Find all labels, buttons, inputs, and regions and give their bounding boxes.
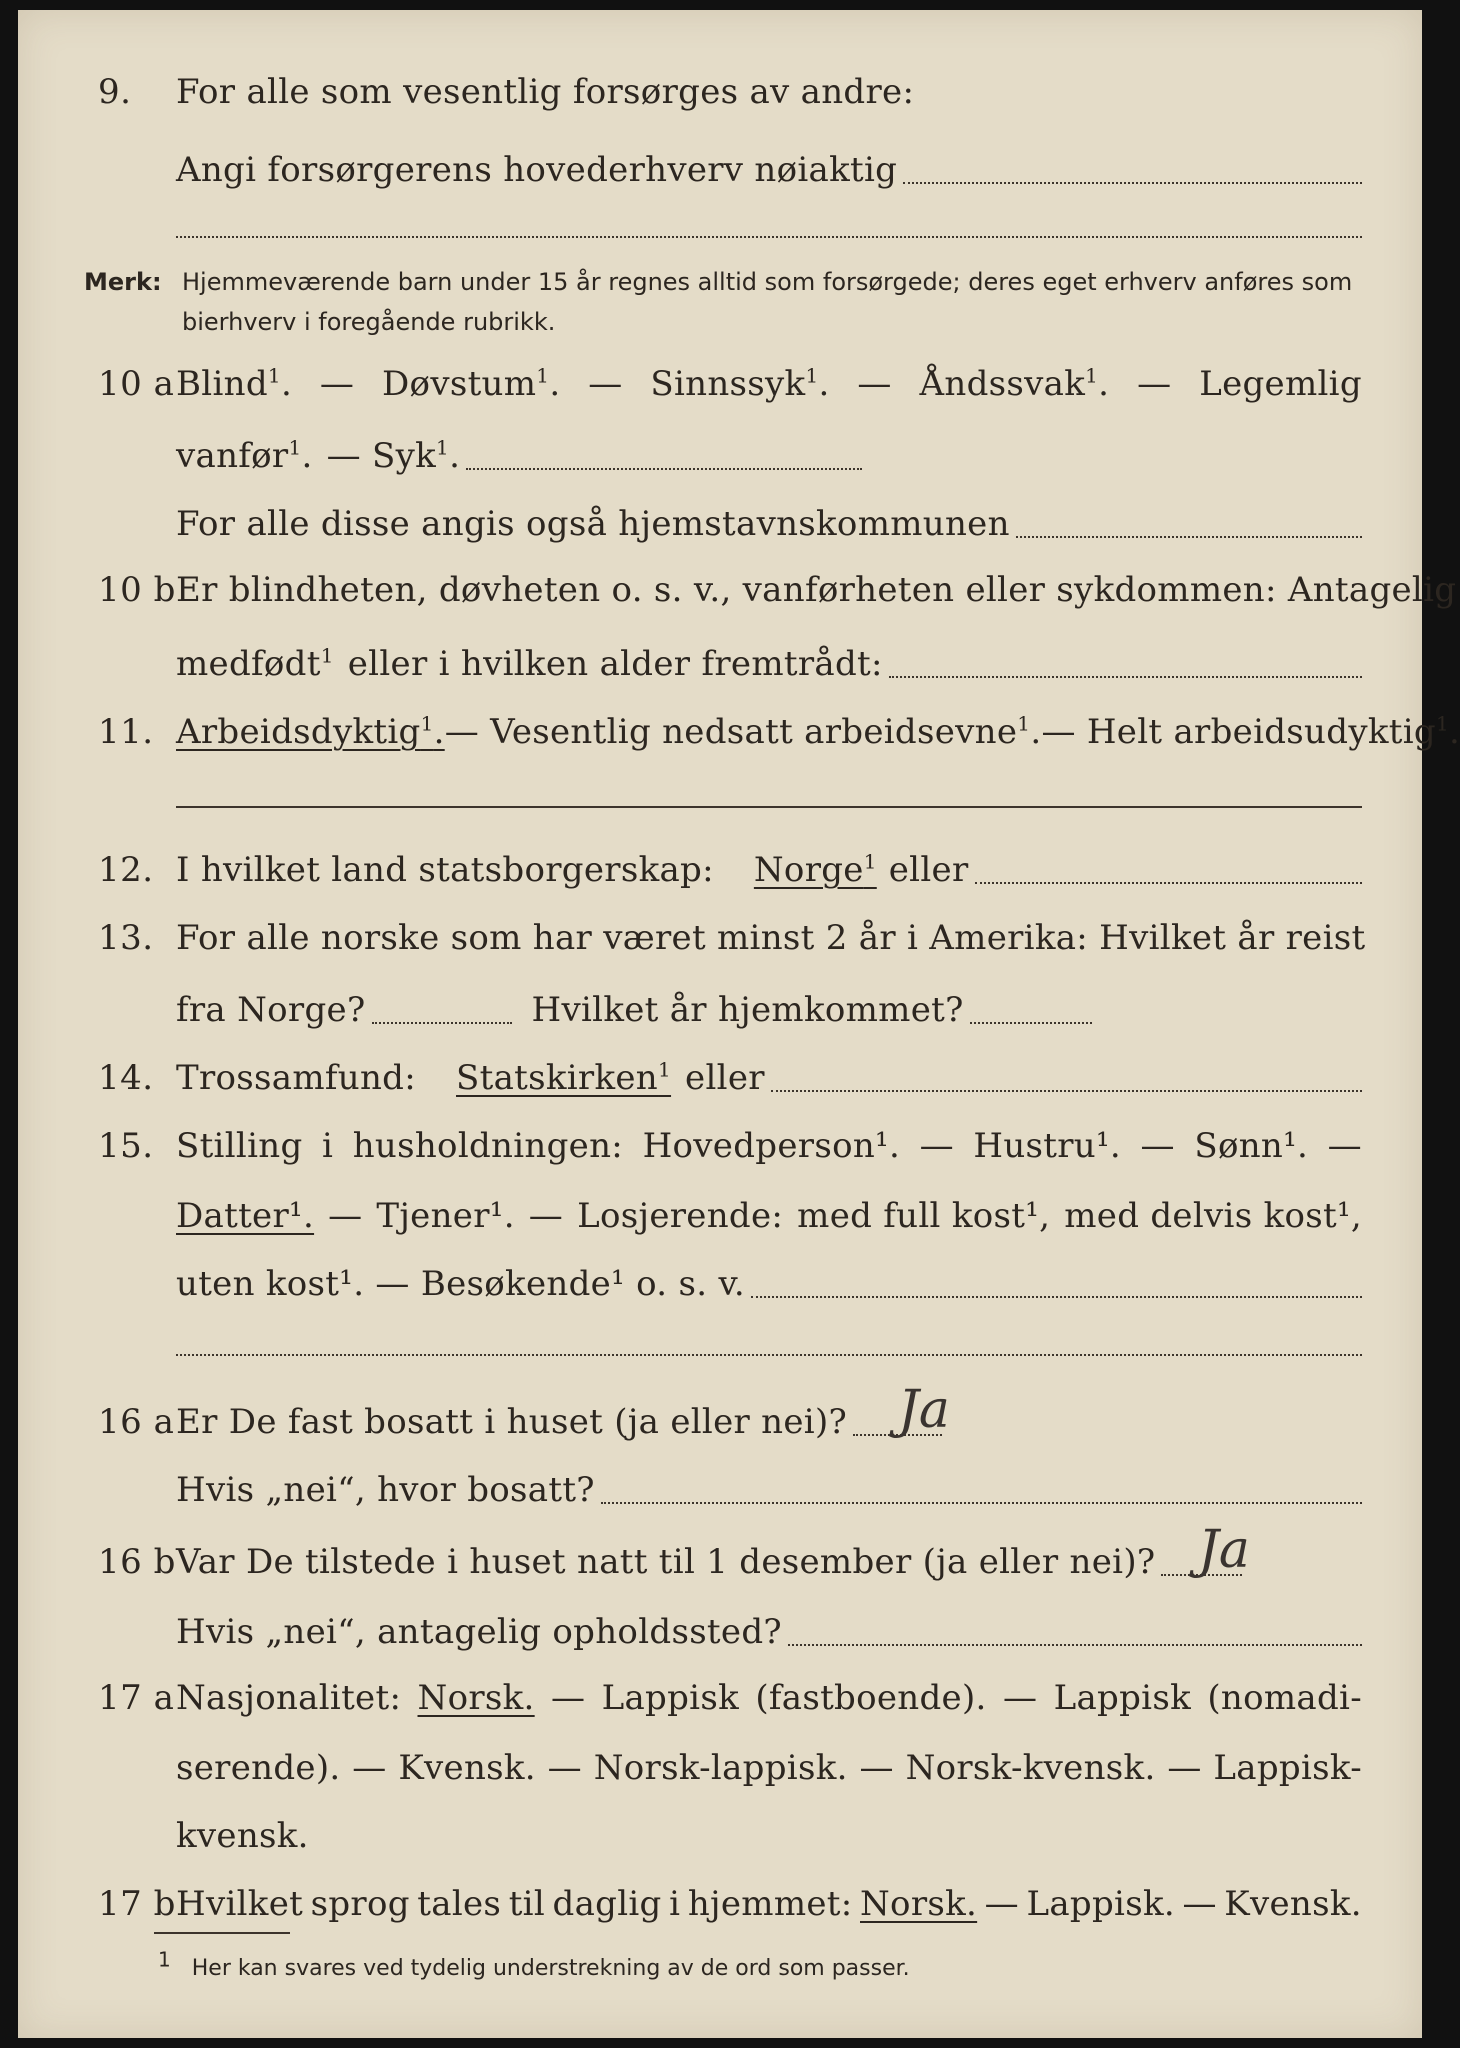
dash: —: [528, 1196, 564, 1236]
opt-medfodt[interactable]: medfødt$^1$: [176, 643, 334, 684]
question-text: fra Norge?: [176, 990, 366, 1030]
question-16a-line-2-text: [176, 1470, 1362, 1510]
question-text: Er De fast bosatt i huset (ja eller nei)?: [176, 1402, 848, 1442]
footnote: [158, 1947, 910, 1981]
question-text: Hvis „nei“, hvor bosatt?: [176, 1470, 595, 1510]
dash: —: [859, 1748, 894, 1788]
dash: —: [588, 364, 623, 404]
dash: —: [1167, 1748, 1202, 1788]
handwritten-answer: Ja: [1198, 1520, 1250, 1580]
word: hjemmet:: [687, 1884, 853, 1924]
dash: —: [1327, 1126, 1362, 1166]
opt-norsk-lappisk[interactable]: Norsk-lappisk.: [593, 1748, 848, 1788]
question-text: For alle disse angis også hjemstavnskommunen: [176, 504, 1010, 544]
dash: —: [984, 1884, 1019, 1924]
dash: —: [550, 1678, 586, 1718]
question-10a-answer: [176, 436, 862, 476]
question-17a-line-1: [176, 1678, 1362, 1718]
answer-field[interactable]: [771, 1090, 1362, 1092]
word: tales: [417, 1884, 502, 1924]
question-text: Trossamfund:: [176, 1058, 417, 1098]
question-15-line-1: [176, 1126, 1362, 1166]
opt-arbeidsdyktig[interactable]: Arbeidsdyktig$^1$.: [176, 711, 445, 752]
question-12-line: [176, 850, 1362, 890]
word: til: [508, 1884, 545, 1924]
question-17b-line: [176, 1884, 1362, 1924]
question-text: For alle norske som har været minst 2 år i Amerika: Hvilket år reist: [176, 918, 1366, 958]
opt-tjener[interactable]: Tjener¹.: [376, 1196, 515, 1236]
question-10b-answer: [176, 644, 1362, 684]
eller-label: eller: [888, 850, 969, 890]
opt-vanfor[interactable]: vanfør$^1$.: [176, 435, 313, 476]
question-10a-line-1: [176, 364, 1362, 404]
opt-hovedperson[interactable]: Hovedperson¹.: [642, 1126, 901, 1166]
question-text: Angi forsørgerens hovederhverv nøiaktig: [176, 150, 898, 190]
question-text: For alle som vesentlig forsørges av andre:: [176, 72, 915, 112]
separator-line: [176, 806, 1362, 808]
question-11-line: [176, 711, 1460, 752]
answer-field[interactable]: [1016, 536, 1362, 538]
answer-field-extra[interactable]: [176, 1354, 1362, 1356]
dash: —: [1002, 1678, 1038, 1718]
eller-label: eller: [685, 1058, 765, 1098]
opt-hustru[interactable]: Hustru¹.: [973, 1126, 1122, 1166]
word: kvensk.: [176, 1816, 309, 1856]
question-number: 16 a: [98, 1402, 175, 1442]
question-number: 16 b: [98, 1542, 176, 1582]
opt-blind[interactable]: Blind$^1$.: [176, 363, 293, 404]
merk-label: Merk:: [84, 268, 162, 296]
word: i: [322, 1126, 334, 1166]
answer-field-hjemkommet[interactable]: [970, 1022, 1092, 1024]
opt-datter[interactable]: Datter¹.: [176, 1196, 315, 1236]
question-16a-line: [176, 1402, 942, 1442]
question-number: 9.: [98, 72, 132, 112]
answer-field[interactable]: [889, 676, 1362, 678]
opt-sinnssyk[interactable]: Sinnssyk$^1$.: [650, 363, 830, 404]
question-16b-line-2-text: [176, 1612, 1362, 1652]
opt-sprog-norsk[interactable]: Norsk.: [860, 1884, 978, 1924]
answer-field-reist[interactable]: [372, 1022, 512, 1024]
footnote-mark: 1: [158, 1947, 171, 1972]
question-9-answer-line: [176, 150, 1362, 190]
word: i: [669, 1884, 681, 1924]
answer-field[interactable]: [788, 1644, 1362, 1646]
word: daglig: [552, 1884, 662, 1924]
census-form-page: [18, 10, 1460, 2038]
footnote-text: Her kan svares ved tydelig understrekning av de ord som passer.: [191, 1956, 910, 1981]
answer-field[interactable]: [601, 1502, 1362, 1504]
word: husholdningen:: [352, 1126, 624, 1166]
dash: —: [328, 1196, 363, 1236]
opt-udyktig[interactable]: — Helt arbeidsudyktig$^1$.: [1041, 711, 1460, 752]
answer-field[interactable]: [903, 182, 1362, 184]
opt-dovstum[interactable]: Døvstum$^1$.: [381, 363, 561, 404]
dash: —: [919, 1126, 954, 1166]
opt-sprog-kvensk[interactable]: Kvensk.: [1224, 1884, 1362, 1924]
opt-sonn[interactable]: Sønn¹.: [1194, 1126, 1309, 1166]
question-text: eller i hvilken alder fremtrådt:: [347, 644, 883, 684]
opt-lappisk-kvensk[interactable]: Lappisk-: [1213, 1748, 1362, 1788]
dash: —: [1140, 1126, 1175, 1166]
answer-field[interactable]: [751, 1296, 1362, 1298]
answer-field[interactable]: [466, 468, 862, 470]
opt-norsk[interactable]: Norsk.: [417, 1678, 535, 1718]
question-text: Hvilket år hjemkommet?: [531, 990, 964, 1030]
opt-legemlig[interactable]: Legemlig: [1199, 364, 1362, 404]
word: (fastboende).: [755, 1678, 987, 1718]
dash: —: [857, 364, 892, 404]
question-number: 15.: [98, 1126, 154, 1166]
word: Stilling: [176, 1126, 303, 1166]
dash: —: [1182, 1884, 1217, 1924]
opt-syk[interactable]: — Syk$^1$.: [326, 435, 461, 476]
word: Nasjonalitet:: [176, 1678, 402, 1718]
question-text: Hvis „nei“, antagelig opholdssted?: [176, 1612, 782, 1652]
merk-text: Hjemmeværende barn under 15 år regnes alltid som forsørgede; deres eget erhverv anføres som bierhverv i foregående rubrikk.: [182, 268, 1353, 336]
opt-norsk-kvensk[interactable]: Norsk-kvensk.: [905, 1748, 1156, 1788]
dash: —: [1137, 364, 1172, 404]
word: serende).: [176, 1748, 341, 1788]
merk-note: [84, 262, 1362, 346]
question-number: 10 a: [98, 364, 175, 404]
opt-andssvak[interactable]: Åndssvak$^1$.: [919, 363, 1110, 404]
opt-statskirken[interactable]: Statskirken$^1$: [456, 1057, 672, 1098]
opt-norge[interactable]: Norge$^1$: [753, 849, 877, 890]
hjemstavn-line: [176, 504, 1362, 544]
opt-lappisk-fast[interactable]: Lappisk: [601, 1678, 739, 1718]
losjerende-label: Losjerende:: [577, 1196, 784, 1236]
answer-field[interactable]: [975, 882, 1362, 884]
question-16b-line: [176, 1542, 1242, 1582]
question-15-line-2-text: [176, 1196, 1362, 1236]
question-text: I hvilket land statsborgerskap:: [176, 850, 714, 890]
handwritten-answer: Ja: [898, 1380, 950, 1440]
opt-full-kost[interactable]: med full kost¹,: [797, 1196, 1051, 1236]
opt-nedsatt[interactable]: — Vesentlig nedsatt arbeidsevne$^1$.: [444, 711, 1042, 752]
question-number: 17 b: [98, 1884, 176, 1924]
question-14-line: [176, 1058, 1362, 1098]
question-number: 17 a: [98, 1678, 175, 1718]
word: Hvilket: [176, 1884, 304, 1924]
question-number: 13.: [98, 918, 154, 958]
question-15-line-3-text: [176, 1264, 1362, 1304]
word: (nomadi-: [1207, 1678, 1362, 1718]
question-number: 10 b: [98, 570, 176, 610]
question-number: 14.: [98, 1058, 154, 1098]
opt-kvensk[interactable]: Kvensk.: [398, 1748, 536, 1788]
question-text: Er blindheten, døvheten o. s. v., vanførheten eller sykdommen: Antagelig: [176, 570, 1457, 610]
dash: —: [547, 1748, 582, 1788]
answer-field-extra[interactable]: [176, 236, 1362, 238]
question-number: 11.: [98, 712, 154, 752]
dash: —: [352, 1748, 387, 1788]
question-13-answers: [176, 990, 1092, 1030]
dash: —: [319, 364, 355, 404]
question-text: uten kost¹. — Besøkende¹ o. s. v.: [176, 1264, 746, 1304]
question-17a-line-2-text: [176, 1748, 1362, 1788]
question-number: 12.: [98, 850, 154, 890]
footnote-rule: [154, 1932, 290, 1934]
opt-delvis-kost[interactable]: med delvis kost¹,: [1064, 1196, 1362, 1236]
word: sprog: [310, 1884, 410, 1924]
question-text: Var De tilstede i huset natt til 1 desember (ja eller nei)?: [176, 1542, 1156, 1582]
opt-lappisk-nomadi[interactable]: Lappisk: [1053, 1678, 1191, 1718]
opt-sprog-lappisk[interactable]: Lappisk.: [1026, 1884, 1175, 1924]
